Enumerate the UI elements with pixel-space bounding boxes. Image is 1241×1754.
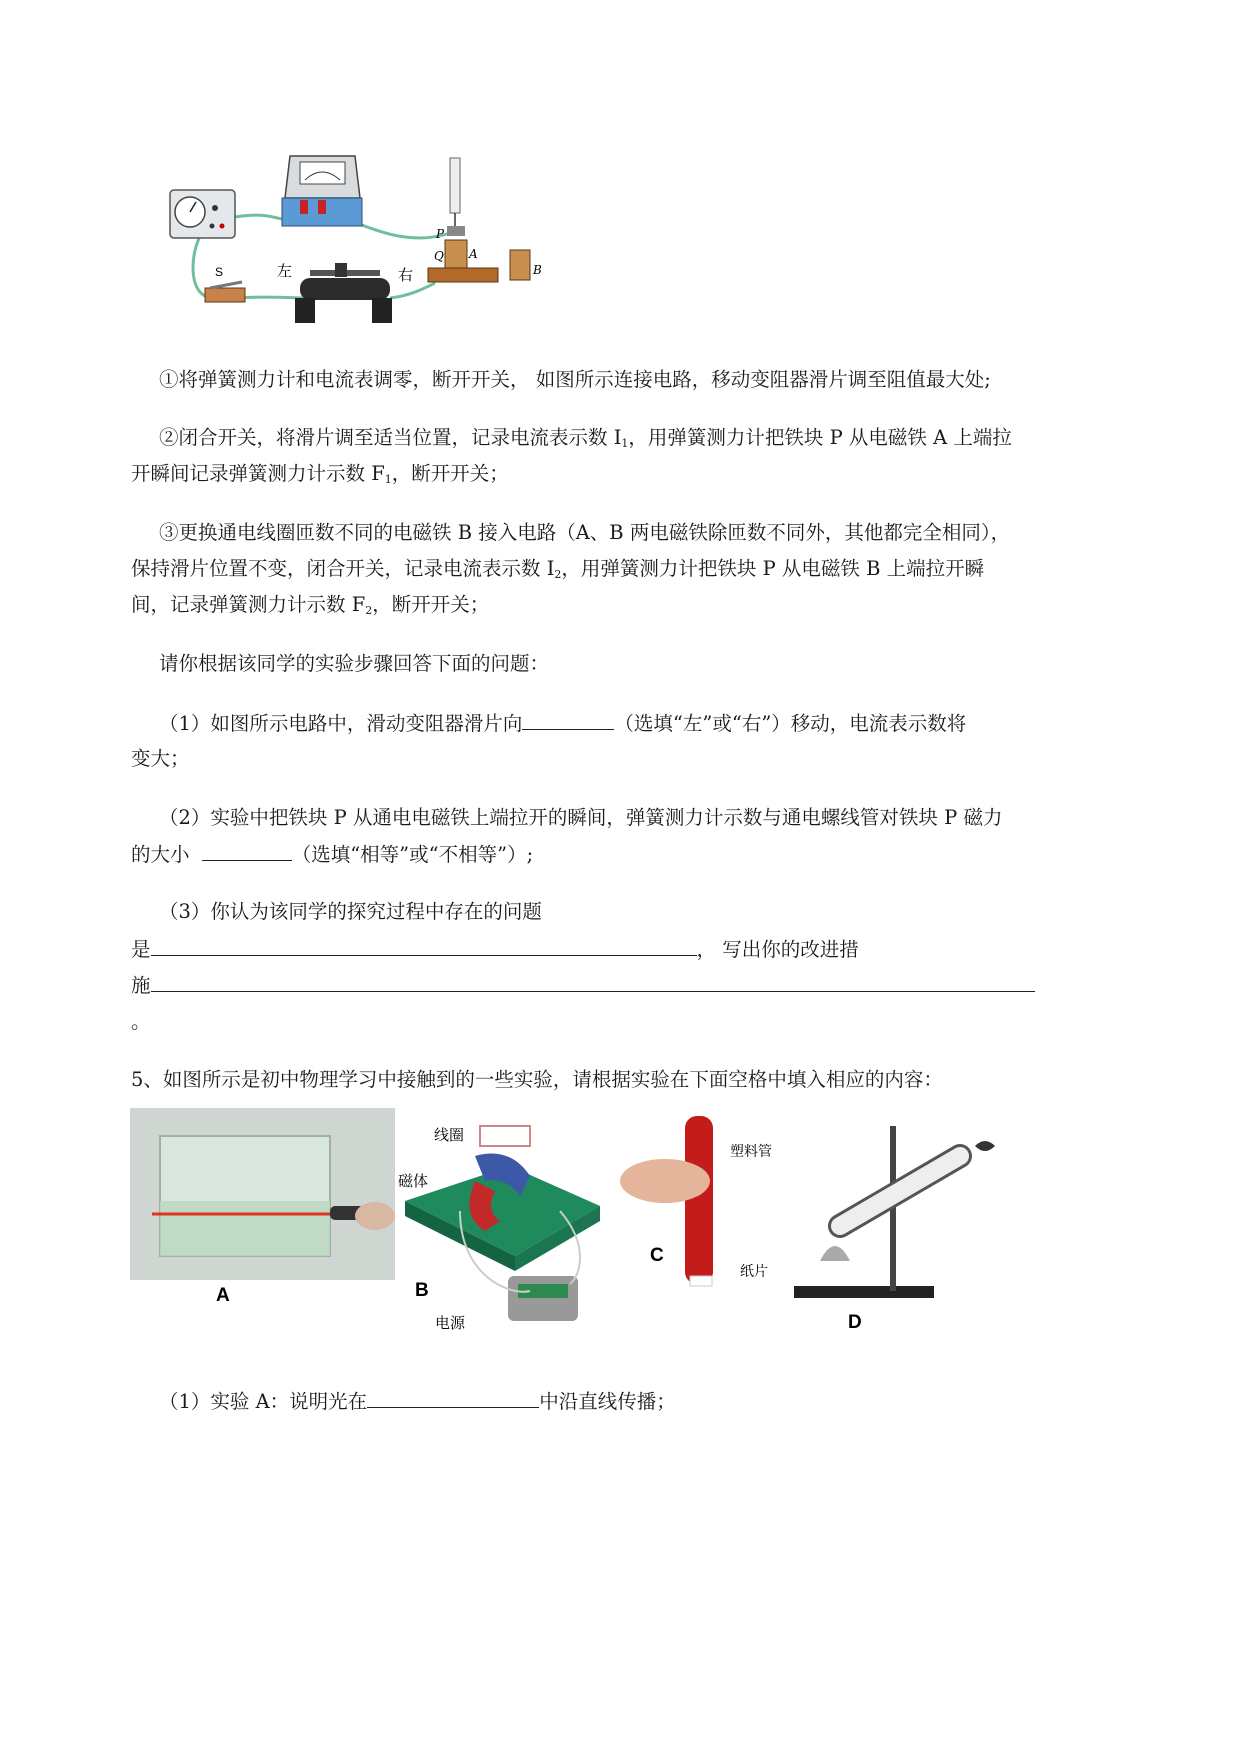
question-3-line-2: 是 ， 写出你的改进措: [131, 935, 859, 964]
experiment-c-image: [620, 1116, 772, 1286]
rheostat: [277, 262, 413, 323]
svg-text:线圈: 线圈: [434, 1126, 465, 1144]
ammeter: [282, 156, 362, 226]
question-3-line-1: （3）你认为该同学的探究过程中存在的问题: [159, 900, 542, 923]
question-prompt: 请你根据该同学的实验步骤回答下面的问题：: [159, 652, 550, 675]
experiment-a-image: [130, 1108, 395, 1306]
switch: [205, 265, 245, 302]
experiment-b-image: [398, 1126, 600, 1332]
answer-blank-3b[interactable]: [151, 971, 1035, 992]
step-3-line-1: ③更换通电线圈匝数不同的电磁铁 B 接入电路（A、B 两电磁铁除匝数不同外，其他都完全相同），: [159, 521, 1011, 544]
circuit-figure: [160, 148, 560, 333]
step-1: ①将弹簧测力计和电流表调零，断开开关， 如图所示连接电路，移动变阻器滑片调至阻值最大处;: [159, 368, 991, 391]
question-2-line-2: 的大小 （选填“相等”或“不相等”）;: [131, 840, 533, 869]
step-3-line-2: 保持滑片位置不变，闭合开关，记录电流表示数 $I_2$，用弹簧测力计把铁块 P 从电磁铁 B 上端拉开瞬: [131, 557, 985, 581]
step-2-line-1: ②闭合开关，将滑片调至适当位置，记录电流表示数 $I_1$，用弹簧测力计把铁块 P 从电磁铁 A 上端拉: [159, 426, 1012, 450]
svg-text:P: P: [436, 227, 445, 241]
svg-text:C: C: [650, 1245, 664, 1266]
answer-blank-1[interactable]: [522, 709, 614, 730]
question-3-line-4: 。: [131, 1010, 151, 1033]
answer-blank-3a[interactable]: [151, 935, 697, 956]
svg-text:B: B: [533, 263, 542, 277]
svg-text:右: 右: [398, 266, 414, 284]
experiments-figure: [130, 1106, 1000, 1346]
svg-text:S: S: [215, 265, 224, 279]
ammeter-meter: [170, 190, 235, 238]
question-3-line-3: 施: [131, 971, 1035, 1000]
svg-text:塑料管: 塑料管: [730, 1144, 772, 1160]
svg-text:电源: 电源: [435, 1314, 466, 1332]
problem-5-question-1: （1）实验 A：说明光在 中沿直线传播；: [159, 1387, 676, 1416]
question-1-line-1: （1）如图所示电路中，滑动变阻器滑片向 （选填“左”或“右”）移动，电流表示数将: [159, 709, 966, 738]
experiment-d-image: [794, 1126, 995, 1333]
problem-5-title: 5、如图所示是初中物理学习中接触到的一些实验，请根据实验在下面空格中填入相应的内容：: [131, 1068, 943, 1091]
step-3-line-3: 间，记录弹簧测力计示数 $F_2$，断开开关；: [131, 593, 490, 617]
svg-text:纸片: 纸片: [740, 1264, 768, 1280]
question-2-line-1: （2）实验中把铁块 P 从通电电磁铁上端拉开的瞬间，弹簧测力计示数与通电螺线管对铁块 P 磁力: [159, 806, 1003, 829]
electromagnet-setup: [428, 158, 542, 282]
svg-text:Q: Q: [434, 249, 444, 263]
svg-text:磁体: 磁体: [398, 1172, 429, 1190]
svg-text:A: A: [216, 1285, 230, 1306]
question-1-line-2: 变大；: [131, 747, 190, 770]
svg-text:A: A: [469, 247, 478, 261]
svg-text:D: D: [848, 1312, 862, 1333]
answer-blank-2[interactable]: [202, 840, 292, 861]
svg-text:B: B: [415, 1280, 429, 1301]
answer-blank-5-1[interactable]: [367, 1387, 539, 1408]
step-2-line-2: 开瞬间记录弹簧测力计示数 $F_1$，断开开关；: [131, 462, 509, 486]
svg-text:左: 左: [277, 262, 293, 280]
